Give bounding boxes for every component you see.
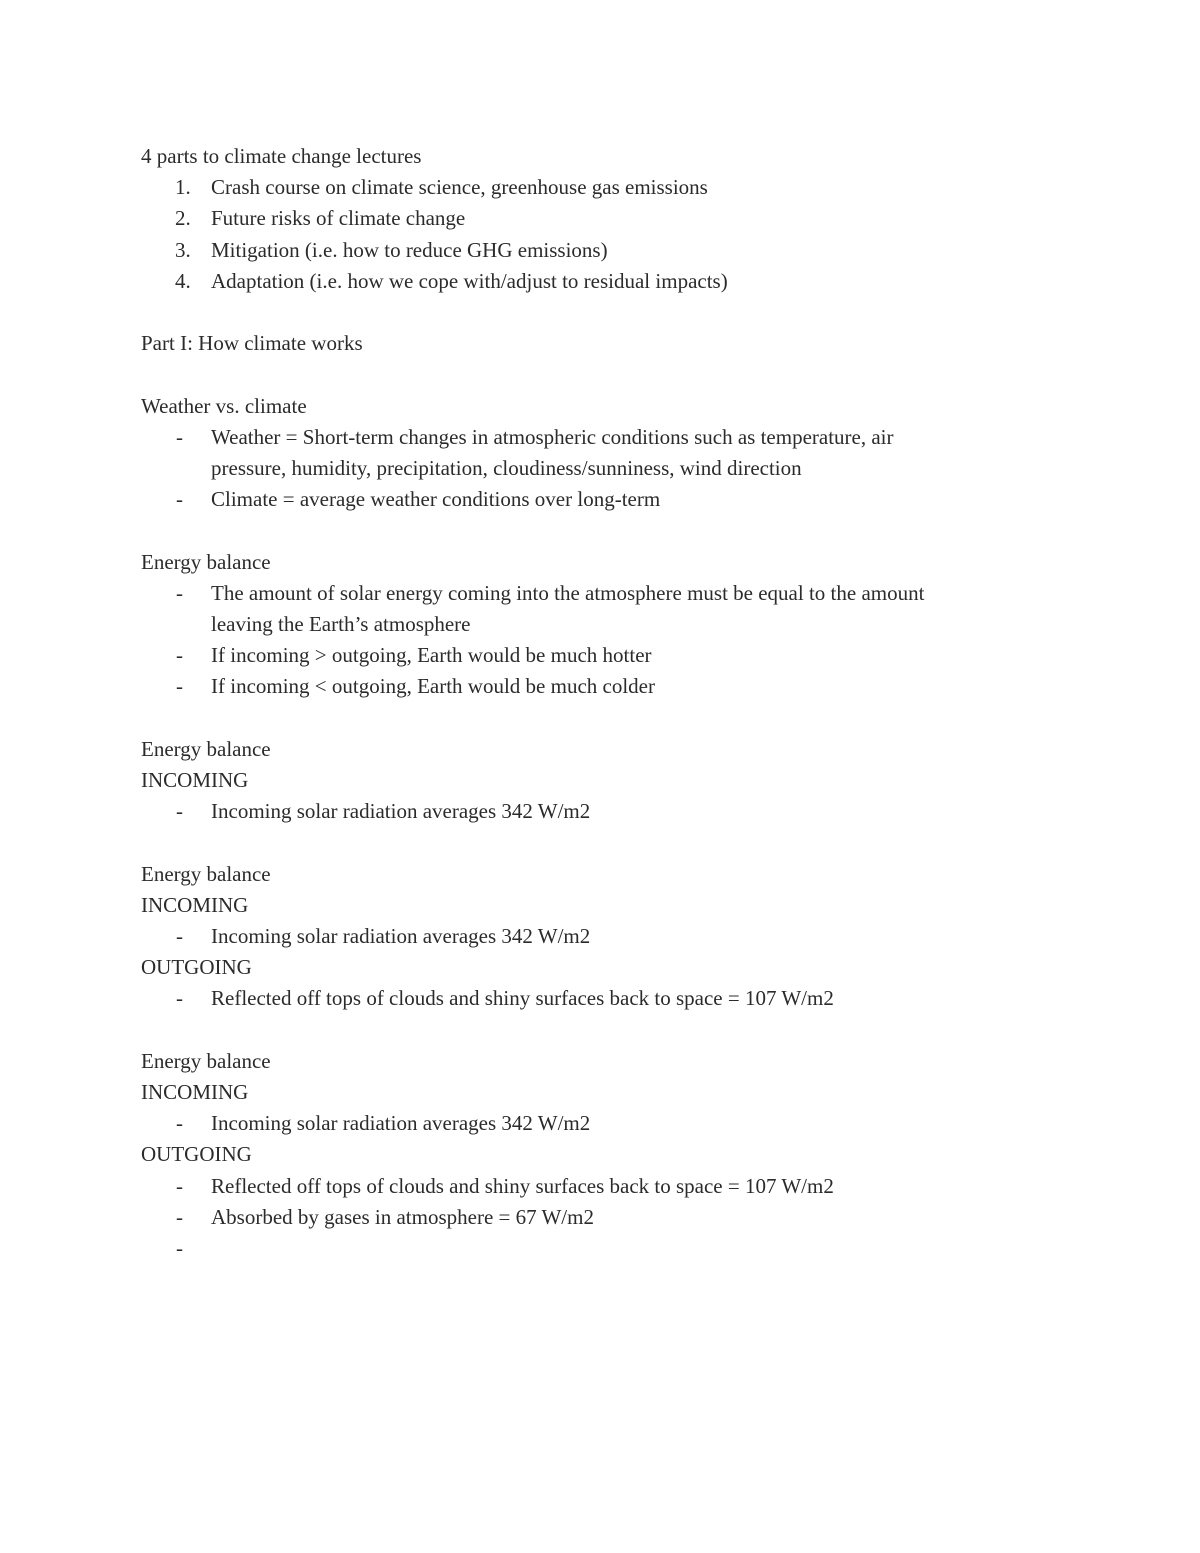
list-number: 4. <box>175 268 191 293</box>
part-one-section <box>141 328 1061 359</box>
bullet-text-line: Reflected off tops of clouds and shiny surfaces back to space = 107 W/m2 <box>211 986 834 1011</box>
bullet-text-line: Climate = average weather conditions over long-term <box>211 487 661 512</box>
section-heading: Energy balance <box>141 861 271 886</box>
part-heading: Part I: How climate works <box>141 331 363 356</box>
bullet-text-line: Weather = Short-term changes in atmospheric conditions such as temperature, air <box>211 424 894 449</box>
bullet-item <box>141 422 1061 484</box>
numbered-list-item <box>141 203 1061 234</box>
list-item-text: Crash course on climate science, greenhouse gas emissions <box>211 175 708 200</box>
bullet-item <box>141 796 1061 827</box>
numbered-list-item <box>141 266 1061 297</box>
section-heading: Energy balance <box>141 1048 271 1073</box>
bullet-text-line: Incoming solar radiation averages 342 W/m2 <box>211 799 591 824</box>
outgoing-label: OUTGOING <box>141 955 252 980</box>
dash-marker: - <box>176 1236 183 1261</box>
dash-marker: - <box>176 1173 183 1198</box>
dash-marker: - <box>176 424 183 449</box>
bullet-item <box>141 1171 1061 1202</box>
bullet-item <box>141 1202 1061 1233</box>
bullet-text-line: pressure, humidity, precipitation, cloudiness/sunniness, wind direction <box>211 456 802 480</box>
bullet-item <box>141 983 1061 1014</box>
energy-balance-section <box>141 1046 1061 1264</box>
list-item-text: Mitigation (i.e. how to reduce GHG emissions) <box>211 237 608 262</box>
bullet-item <box>141 1108 1061 1139</box>
bullet-item <box>141 921 1061 952</box>
energy-balance-section <box>141 734 1061 828</box>
dash-marker: - <box>176 799 183 824</box>
bullet-text-line: If incoming < outgoing, Earth would be much colder <box>211 674 655 699</box>
bullet-text-line: Incoming solar radiation averages 342 W/m2 <box>211 1111 591 1136</box>
bullet-text-line <box>211 1233 1061 1264</box>
dash-marker: - <box>176 1111 183 1136</box>
section-heading: Weather vs. climate <box>141 393 307 418</box>
list-number: 2. <box>175 206 191 231</box>
list-number: 1. <box>175 175 191 200</box>
intro-heading: 4 parts to climate change lectures <box>141 144 422 168</box>
bullet-text-line: The amount of solar energy coming into the atmosphere must be equal to the amount <box>211 580 925 605</box>
bullet-item <box>141 578 1061 640</box>
incoming-label: INCOMING <box>141 892 249 917</box>
dash-marker: - <box>176 674 183 699</box>
numbered-list-item <box>141 235 1061 266</box>
energy-balance-section <box>141 547 1061 703</box>
document-page <box>141 141 1061 1295</box>
dash-marker: - <box>176 1204 183 1229</box>
intro-section <box>141 141 1061 297</box>
list-item-text: Adaptation (i.e. how we cope with/adjust to residual impacts) <box>211 268 728 293</box>
dash-marker: - <box>176 924 183 948</box>
dash-marker: - <box>176 580 183 605</box>
section-heading: Energy balance <box>141 736 271 761</box>
dash-marker: - <box>176 487 183 512</box>
weather-section <box>141 391 1061 516</box>
bullet-text-line: If incoming > outgoing, Earth would be much hotter <box>211 643 652 668</box>
bullet-item <box>141 671 1061 702</box>
numbered-list-item <box>141 172 1061 203</box>
bullet-text-line: Absorbed by gases in atmosphere = 67 W/m2 <box>211 1204 594 1229</box>
bullet-item <box>141 640 1061 671</box>
incoming-label: INCOMING <box>141 1080 249 1104</box>
empty-bullet-item <box>141 1233 1061 1264</box>
bullet-item <box>141 484 1061 515</box>
incoming-label: INCOMING <box>141 768 249 792</box>
bullet-text-line: leaving the Earth’s atmosphere <box>211 612 471 636</box>
bullet-text-line: Incoming solar radiation averages 342 W/m2 <box>211 924 591 948</box>
section-heading: Energy balance <box>141 549 271 574</box>
outgoing-label: OUTGOING <box>141 1142 252 1167</box>
list-number: 3. <box>175 237 191 262</box>
list-item-text: Future risks of climate change <box>211 206 466 231</box>
dash-marker: - <box>176 643 183 668</box>
energy-balance-section <box>141 859 1061 1015</box>
dash-marker: - <box>176 986 183 1011</box>
bullet-text-line: Reflected off tops of clouds and shiny surfaces back to space = 107 W/m2 <box>211 1173 834 1198</box>
